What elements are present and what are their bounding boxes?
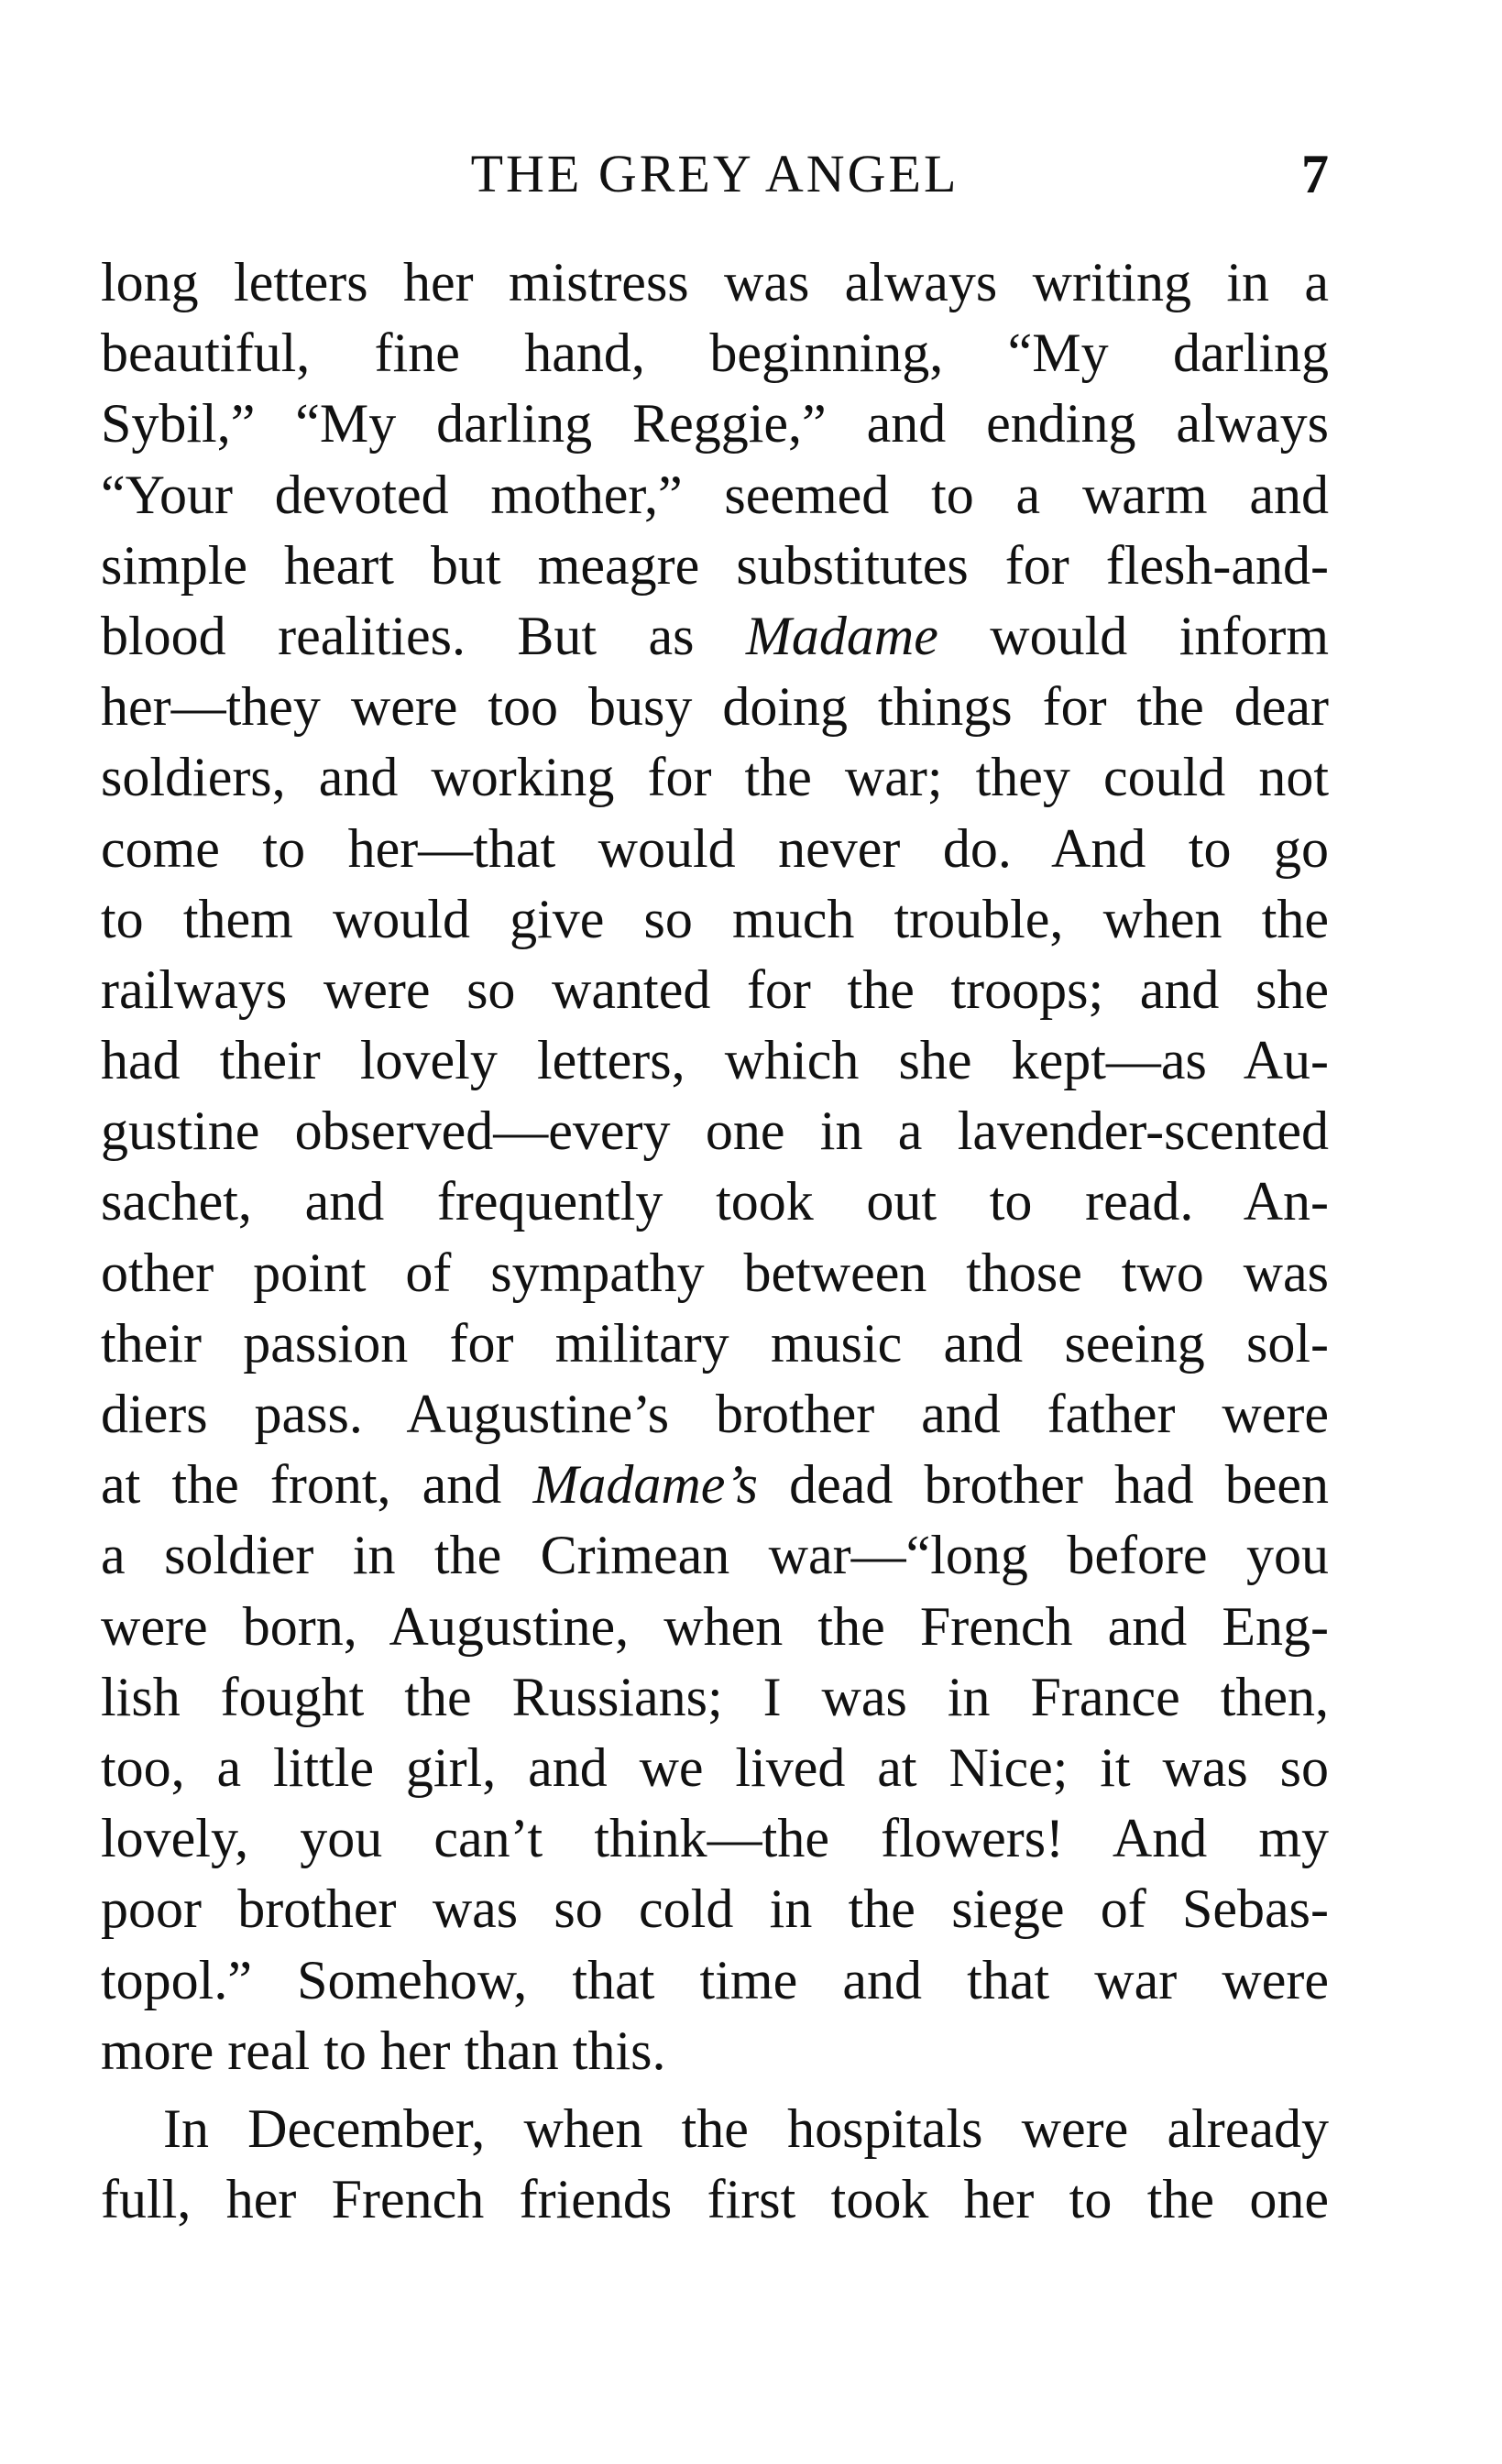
text-line: full, her French friends first took her to the one xyxy=(101,2169,1329,2230)
paragraph-2 xyxy=(101,2094,1329,2235)
text-line: other point of sympathy between those two was xyxy=(101,1242,1329,1303)
text-line: gustine observed—every one in a lavender-scented xyxy=(101,1101,1329,1162)
running-title: THE GREY ANGEL xyxy=(470,144,959,203)
text-line: at the front, and Madame’s dead brother had been xyxy=(101,1454,1329,1516)
text-line: lovely, you can’t think—the flowers! And my xyxy=(101,1808,1329,1869)
text-line: diers pass. Augustine’s brother and father were xyxy=(101,1384,1329,1444)
text-line: poor brother was so cold in the siege of Sebas- xyxy=(101,1878,1329,1940)
text-line: Sybil,” “My darling Reggie,” and ending always xyxy=(101,393,1329,454)
text-line: In December, when the hospitals were already xyxy=(163,2097,1329,2159)
text-line: were born, Augustine, when the French and Eng- xyxy=(101,1595,1329,1657)
text-line: too, a little girl, and we lived at Nice; it was so xyxy=(101,1736,1329,1798)
text-line: simple heart but meagre substitutes for flesh-and- xyxy=(101,534,1329,596)
text-line: her—they were too busy doing things for the dear xyxy=(101,676,1329,738)
text-line: soldiers, and working for the war; they could not xyxy=(101,747,1329,808)
text-line: come to her—that would never do. And to go xyxy=(101,817,1329,879)
body-text xyxy=(101,247,1329,2235)
running-header xyxy=(101,137,1329,211)
text-line: lish fought the Russians; I was in France then, xyxy=(101,1666,1329,1727)
text-line: “Your devoted mother,” seemed to a warm and xyxy=(101,464,1329,525)
text-line: more real to her than this. xyxy=(101,2020,666,2081)
page-number: 7 xyxy=(1301,144,1329,204)
paragraph-gap xyxy=(101,2086,1329,2094)
text-line: had their lovely letters, which she kept—as Au- xyxy=(101,1030,1329,1091)
paragraph-1 xyxy=(101,247,1329,2086)
italic-emphasis: Madame’s xyxy=(532,1454,758,1516)
text-line: railways were so wanted for the troops; and she xyxy=(101,958,1329,1020)
text-line: long letters her mistress was always writing in a xyxy=(101,252,1329,312)
italic-emphasis: Madame xyxy=(745,605,938,666)
text-line: blood realities. But as Madame would inform xyxy=(101,605,1329,666)
text-line: to them would give so much trouble, when the xyxy=(101,888,1329,949)
text-line: a soldier in the Crimean war—“long before you xyxy=(101,1525,1329,1586)
text-line: topol.” Somehow, that time and that war were xyxy=(101,1949,1329,2010)
text-line: sachet, and frequently took out to read. An- xyxy=(101,1171,1329,1232)
text-line: beautiful, fine hand, beginning, “My darling xyxy=(101,323,1329,384)
text-line: their passion for military music and seeing sol- xyxy=(101,1312,1329,1374)
